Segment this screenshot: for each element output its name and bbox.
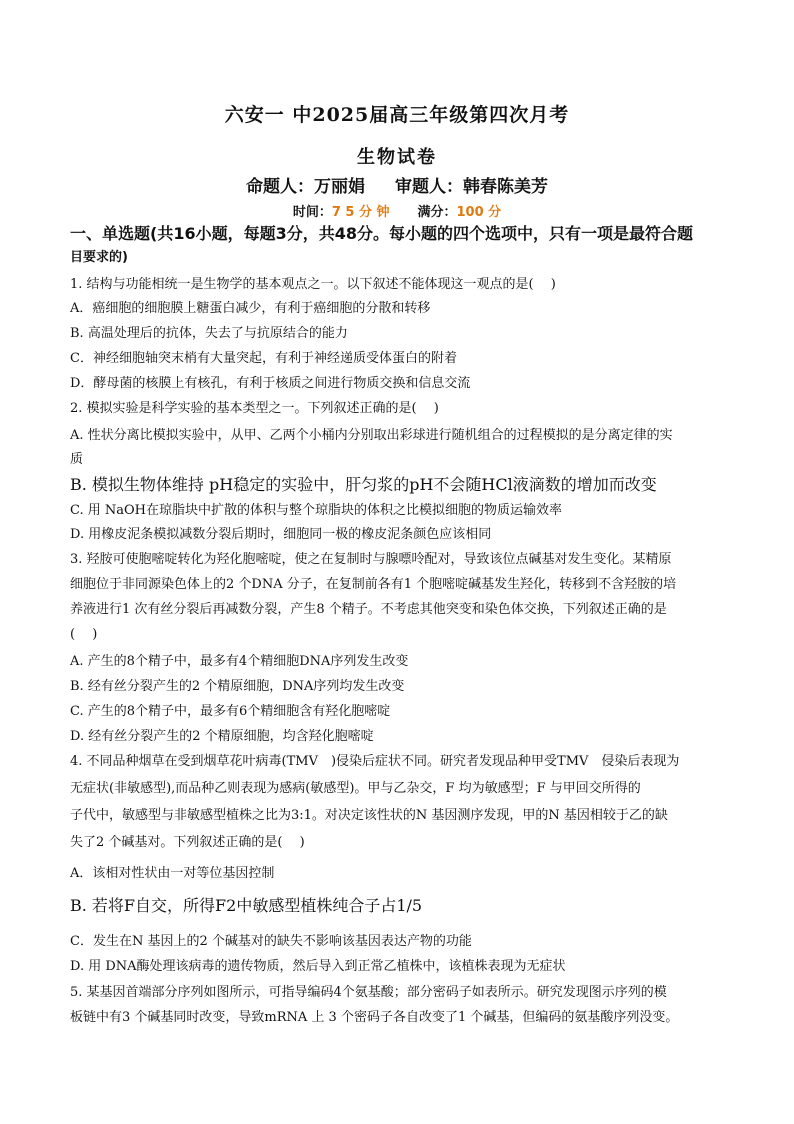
question-4-stem-line-4: 失了2 个碱基对。下列叙述正确的是( ) xyxy=(70,835,305,850)
question-2-option-c: C. 用 NaOH在琼脂块中扩散的体积与整个琼脂块的体积之比模拟细胞的物质运输效率 xyxy=(70,503,563,518)
question-4-stem-line-2: 无症状(非敏感型),而品种乙则表现为感病(敏感型)。甲与乙杂交，F 均为敏感型；F 与甲回交所得的 xyxy=(70,781,641,796)
question-5-stem-line-2: 板链中有3 个碱基同时改变，导致mRNA 上 3 个密码子各自改变了1 个碱基，但编码的氨基酸序列没变。 xyxy=(70,1010,679,1025)
question-4-stem-line-1: 4. 不同品种烟草在受到烟草花叶病毒(TMV )侵染后症状不同。研究者发现品种甲受TMV 侵染后表现为 xyxy=(70,754,680,769)
question-1-stem: 1. 结构与功能相统一是生物学的基本观点之一。以下叙述不能体现这一观点的是( ) xyxy=(70,277,556,292)
section-heading-line-1: 一、单选题(共16小题，每题3分，共48分。每小题的四个选项中，只有一项是最符合题 xyxy=(70,224,693,243)
question-1-option-b: B. 高温处理后的抗体，失去了与抗原结合的能力 xyxy=(70,326,348,341)
question-3-stem-line-1: 3. 羟胺可使胞嘧啶转化为羟化胞嘧啶，使之在复制时与腺嘌呤配对，导致该位点碱基对发生变化。某精原 xyxy=(70,552,672,567)
question-5-stem-line-1: 5. 某基因首端部分序列如图所示，可指导编码4个氨基酸；部分密码子如表所示。研究发现图示序列的模 xyxy=(70,985,667,1000)
time-label: 时间： xyxy=(292,205,332,220)
time-score-line xyxy=(0,201,794,220)
authors-line xyxy=(0,172,794,197)
author-2: 韩春陈美芳 xyxy=(463,177,548,197)
author-1: 万丽娟 xyxy=(314,177,365,197)
question-4-option-c: C．发生在N 基因上的2 个碱基对的缺失不影响该基因表达产物的功能 xyxy=(70,934,472,949)
exam-title: 六安一 中2025届高三年级第四次月考 xyxy=(224,104,570,126)
score-value: 100 分 xyxy=(456,205,502,220)
question-1-option-a: A．癌细胞的细胞膜上糖蛋白减少，有利于癌细胞的分散和转移 xyxy=(70,301,431,316)
question-4-option-b: B. 若将F自交，所得F2中敏感型植株纯合子占1/5 xyxy=(70,896,423,915)
question-3-option-b: B. 经有丝分裂产生的2 个精原细胞，DNA序列均发生改变 xyxy=(70,679,405,694)
question-1-option-d: D．酵母菌的核膜上有核孔，有利于核质之间进行物质交换和信息交流 xyxy=(70,376,471,391)
author-label-1: 命题人： xyxy=(246,177,314,197)
question-3-stem-line-3: 养液进行1 次有丝分裂后再减数分裂，产生8 个精子。不考虑其他突变和染色体交换，下列叙述正确的是 xyxy=(70,602,667,617)
score-label: 满分： xyxy=(417,205,457,220)
question-2-option-a: A. 性状分离比模拟实验中，从甲、乙两个小桶内分别取出彩球进行随机组合的过程模拟的是分离定律的实 xyxy=(70,428,673,443)
question-1-option-c: C．神经细胞轴突末梢有大量突起，有利于神经递质受体蛋白的附着 xyxy=(70,351,457,366)
time-value: 7 5 分 钟 xyxy=(331,205,390,220)
question-3-option-d: D. 经有丝分裂产生的2 个精原细胞，均含羟化胞嘧啶 xyxy=(70,729,374,744)
question-4-stem-line-3: 子代中，敏感型与非敏感型植株之比为3:1。对决定该性状的N 基因测序发现，甲的N 基因相较于乙的缺 xyxy=(70,808,668,823)
subject-title: 生物试卷 xyxy=(357,147,437,168)
question-3-option-c: C. 产生的8个精子中，最多有6个精细胞含有羟化胞嘧啶 xyxy=(70,704,391,719)
question-3-option-a: A. 产生的8个精子中，最多有4个精细胞DNA序列发生改变 xyxy=(70,654,409,669)
author-label-2: 审题人： xyxy=(395,177,463,197)
question-2-stem: 2. 模拟实验是科学实验的基本类型之一。下列叙述正确的是( ) xyxy=(70,401,439,416)
question-2-option-d: D. 用橡皮泥条模拟减数分裂后期时，细胞同一极的橡皮泥条颜色应该相同 xyxy=(70,527,492,542)
question-2-option-a-cont: 质 xyxy=(70,452,84,467)
section-heading xyxy=(70,222,735,270)
question-4-option-a: A．该相对性状由一对等位基因控制 xyxy=(70,866,275,881)
question-4-option-d: D. 用 DNA酶处理该病毒的遗传物质，然后导入到正常乙植株中，该植株表现为无症状 xyxy=(70,959,566,974)
question-3-stem-line-2: 细胞位于非同源染色体上的2 个DNA 分子，在复制前各有1 个胞嘧啶碱基发生羟化，转移到不含羟胺的培 xyxy=(70,577,677,592)
section-heading-line-2: 目要求的) xyxy=(70,250,128,265)
question-2-option-b: B. 模拟生物体维持 pH稳定的实验中，肝匀浆的pH不会随HCl液滴数的增加而改变 xyxy=(70,475,657,494)
question-3-stem-line-4: ( ) xyxy=(70,627,98,642)
